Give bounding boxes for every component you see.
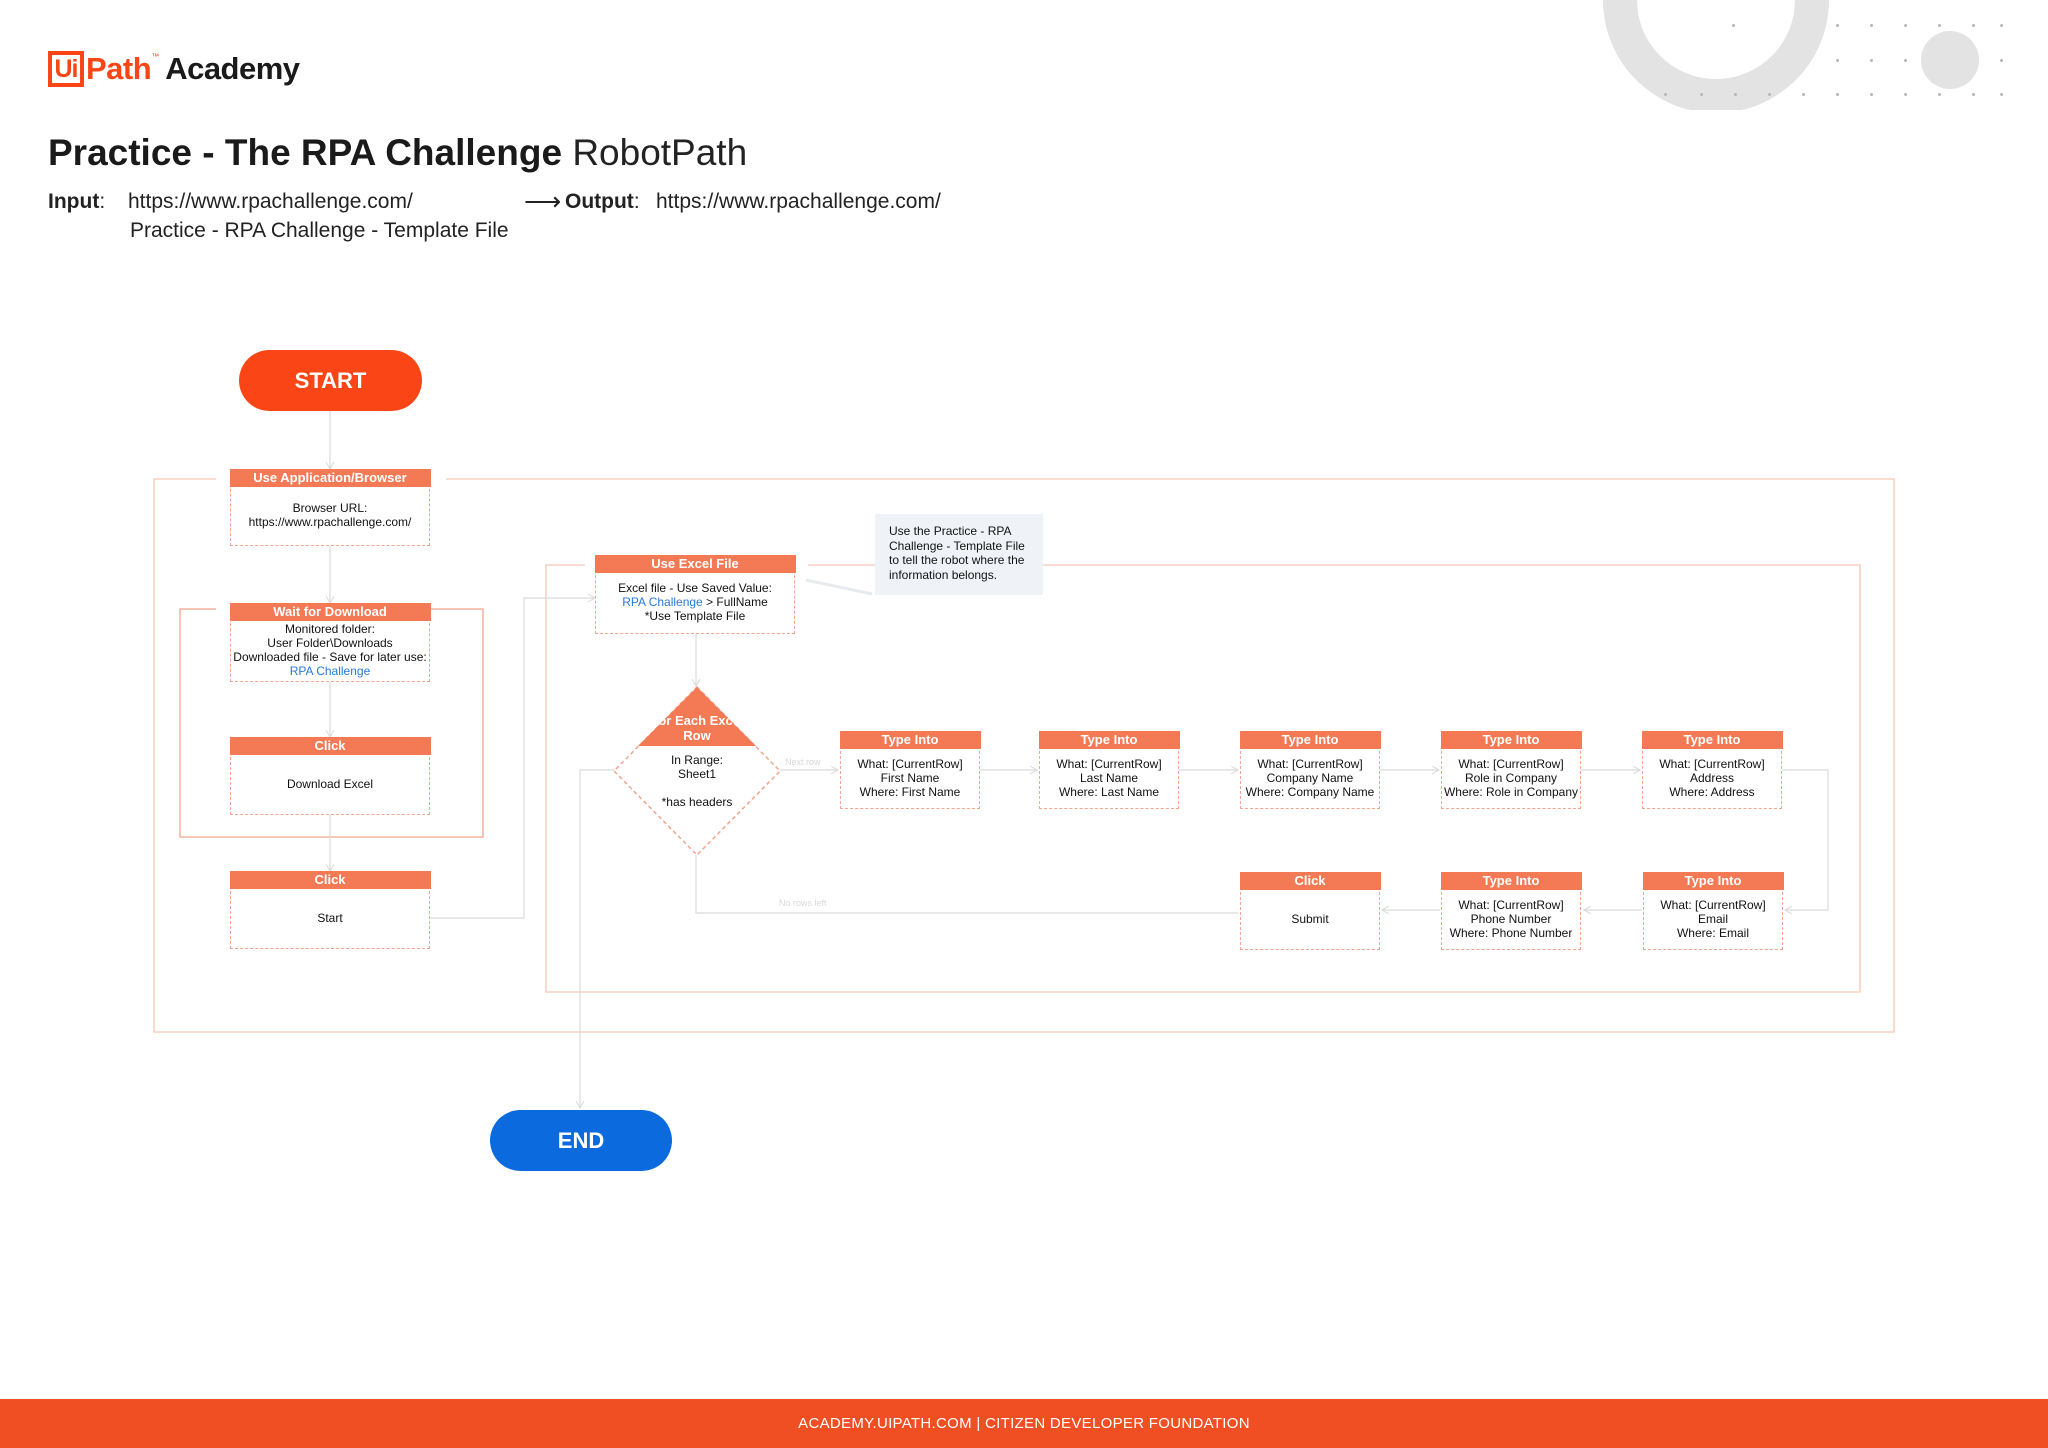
for-each-header: For Each Excel Row: [650, 713, 744, 743]
node-text: Where: Role in Company: [1443, 784, 1579, 799]
decorative-dot: [1734, 93, 1737, 96]
type-into-last-name-node: [1039, 731, 1179, 809]
node-text: What: [CurrentRow]: [1659, 756, 1765, 771]
node-header: Type Into: [1039, 731, 1180, 749]
no-rows-left-label: No rows left: [779, 898, 827, 908]
decorative-dot: [1870, 59, 1873, 62]
saved-value-link: RPA Challenge: [289, 664, 371, 678]
node-header: Wait for Download: [230, 603, 431, 621]
click-start-node: [230, 871, 430, 949]
decorative-dot: [1870, 93, 1873, 96]
node-header: Type Into: [1643, 872, 1784, 890]
decorative-shapes: [1600, 0, 2048, 110]
type-into-email-node: [1643, 872, 1783, 950]
decorative-dot: [1972, 93, 1975, 96]
arrow-icon: ⟶: [524, 186, 562, 216]
template-file-note: Use the Practice - RPA Challenge - Template File to tell the robot where the information belongs.: [875, 514, 1043, 595]
decorative-dot: [1836, 93, 1839, 96]
node-text: Last Name: [1079, 770, 1139, 785]
node-text: Email: [1697, 911, 1728, 926]
input-label: Input: [48, 190, 100, 213]
type-into-company-name-node: [1240, 731, 1380, 809]
title-bold: Practice - The RPA Challenge: [48, 132, 563, 173]
node-text: Address: [1689, 770, 1735, 785]
logo-trademark: ™: [151, 52, 160, 61]
use-excel-file-node: [595, 555, 795, 634]
node-text: What: [CurrentRow]: [1458, 897, 1564, 912]
node-text: What: [CurrentRow]: [1458, 756, 1564, 771]
logo-path-text: Path: [86, 51, 152, 86]
title-light: RobotPath: [572, 132, 748, 173]
node-text: Start: [317, 910, 343, 925]
node-text: Browser URL:: [292, 501, 368, 515]
node-text: Sheet1: [677, 767, 717, 781]
node-text: Where: Address: [1669, 784, 1755, 799]
uipath-academy-logo: [48, 48, 300, 90]
node-text: What: [CurrentRow]: [1257, 756, 1363, 771]
decorative-dot: [2000, 24, 2003, 27]
click-download-excel-node: [230, 737, 430, 815]
decorative-dot: [1700, 93, 1703, 96]
node-text: Monitored folder:: [284, 622, 376, 636]
node-header: Use Application/Browser: [230, 469, 431, 487]
node-text: *has headers: [661, 795, 733, 809]
node-text: Downloaded file - Save for later use:: [233, 650, 427, 664]
decorative-dot: [1732, 24, 1735, 27]
decorative-dot: [1938, 24, 1941, 27]
decorative-dot: [2000, 93, 2003, 96]
logo-academy-text: Academy: [165, 51, 300, 86]
node-text: > FullName: [702, 595, 768, 609]
node-header: Use Excel File: [595, 555, 796, 573]
saved-value-link: RPA Challenge: [622, 595, 703, 609]
node-text: What: [CurrentRow]: [1660, 897, 1766, 912]
decorative-dot: [1972, 24, 1975, 27]
decorative-dot: [1768, 93, 1771, 96]
node-header: Type Into: [1240, 731, 1381, 749]
node-text: Where: Company Name: [1245, 784, 1375, 799]
output-label: Output: [565, 190, 634, 213]
node-text: User Folder\Downloads: [267, 636, 393, 650]
start-terminal: START: [239, 350, 422, 411]
use-application-browser-node: [230, 469, 430, 546]
input-template-file: Practice - RPA Challenge - Template File: [130, 219, 509, 242]
decorative-dot: [2000, 59, 2003, 62]
node-text: First Name: [880, 770, 940, 785]
node-text: What: [CurrentRow]: [1056, 756, 1162, 771]
end-terminal: END: [490, 1110, 672, 1171]
node-text: What: [CurrentRow]: [857, 756, 963, 771]
decorative-dot: [1938, 93, 1941, 96]
node-header: Type Into: [1441, 731, 1582, 749]
decorative-dot: [1664, 93, 1667, 96]
type-into-address-node: [1642, 731, 1782, 809]
input-url: https://www.rpachallenge.com/: [128, 190, 413, 213]
node-text: Company Name: [1266, 770, 1354, 785]
output-colon: :: [633, 190, 640, 213]
next-row-label: Next row: [785, 757, 821, 767]
type-into-role-node: [1441, 731, 1581, 809]
node-header: Click: [1240, 872, 1381, 890]
node-text: *Use Template File: [644, 609, 746, 623]
node-text: Where: First Name: [859, 784, 961, 799]
footer-bar: ACADEMY.UIPATH.COM | CITIZEN DEVELOPER FOUNDATION: [0, 1399, 2048, 1448]
output-url: https://www.rpachallenge.com/: [656, 190, 941, 213]
node-text: https://www.rpachallenge.com/: [248, 515, 412, 529]
logo-mark: Ui: [48, 51, 84, 87]
decorative-dot: [1836, 24, 1839, 27]
node-text: Where: Email: [1676, 925, 1750, 940]
node-text: In Range:: [670, 753, 724, 767]
page-title: [48, 132, 747, 174]
node-header: Type Into: [1642, 731, 1783, 749]
decorative-dot: [1904, 93, 1907, 96]
node-text: Role in Company: [1464, 770, 1558, 785]
node-header: Click: [230, 737, 431, 755]
wait-for-download-node: [230, 603, 430, 682]
type-into-first-name-node: [840, 731, 980, 809]
decorative-dot: [1870, 24, 1873, 27]
node-text: Excel file - Use Saved Value:: [618, 581, 772, 595]
node-header: Click: [230, 871, 431, 889]
decorative-dot: [1802, 93, 1805, 96]
node-text: Where: Phone Number: [1449, 925, 1573, 940]
output-label-row: [565, 190, 640, 214]
input-colon: :: [99, 190, 106, 213]
node-text: Phone Number: [1470, 911, 1552, 926]
node-text: [622, 595, 768, 609]
decorative-dot: [1836, 59, 1839, 62]
type-into-phone-number-node: [1441, 872, 1581, 950]
input-label-row: [48, 190, 105, 214]
click-submit-node: [1240, 872, 1380, 950]
for-each-range: [640, 753, 754, 809]
node-text: Download Excel: [286, 776, 374, 791]
decorative-dot: [1904, 59, 1907, 62]
node-header: Type Into: [840, 731, 981, 749]
decorative-dot: [1904, 24, 1907, 27]
node-text: Submit: [1291, 911, 1329, 926]
node-header: Type Into: [1441, 872, 1582, 890]
node-text: Where: Last Name: [1058, 784, 1160, 799]
